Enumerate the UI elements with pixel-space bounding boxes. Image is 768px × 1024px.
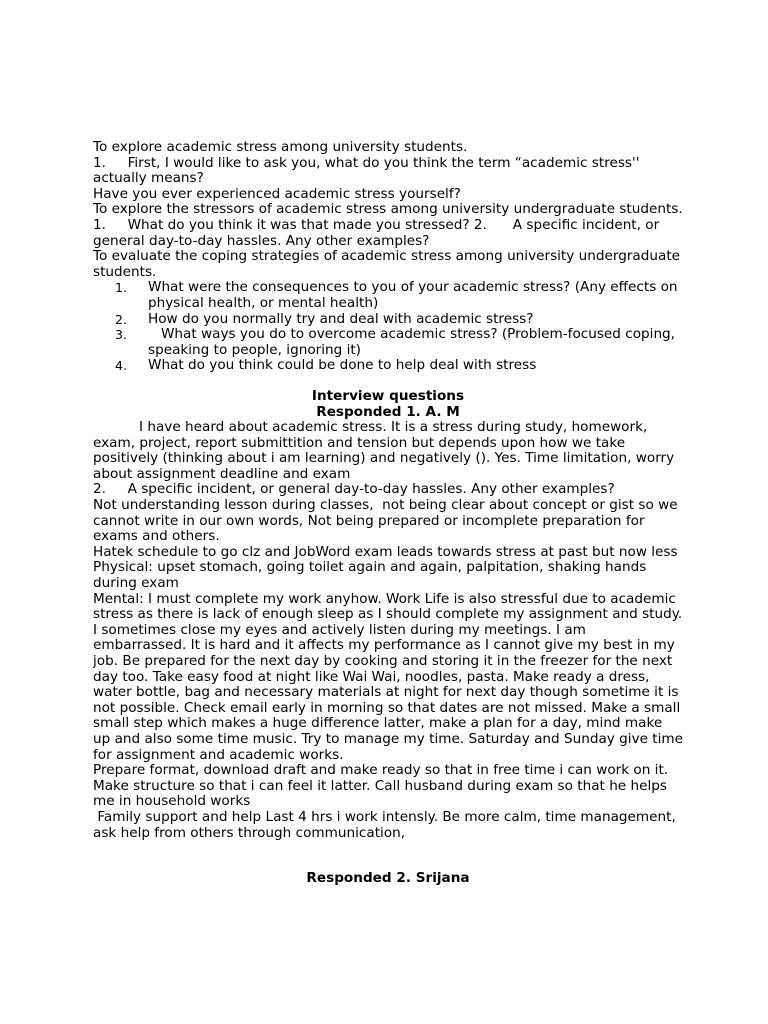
- response-paragraph: Family support and help Last 4 hrs i work intensly. Be more calm, time management, ask help from others through communication,: [93, 808, 681, 841]
- list-number: 2.: [115, 311, 127, 327]
- list-item: [93, 358, 683, 374]
- response-paragraph: Mental: I must complete my work anyhow. Work Life is also stressful due to academic stress as there is lack of enough sleep as I should complete my assignment and study. I sometimes close my eyes and actively listen during my meetings. I am embarrassed. It is hard and it affects my performance as I cannot give my best in my job. Be prepared for the next day by cooking and storing it in the freezer for the next day too. Take easy food at night like Wai Wai, noodles, pasta. Make ready a dress, water bottle, bag and necessary materials at night for next day though sometime it is not possible. Check email early in morning so that dates are not missed. Make a small small step which makes a huge difference latter, make a plan for a day, mind make up and also some time music. Try to manage my time. Saturday and Sunday give time for assignment and academic works.: [93, 590, 688, 763]
- list-number: 4.: [115, 358, 127, 374]
- question-1-followup: Have you ever experienced academic stress yourself?: [93, 185, 461, 202]
- list-text: How do you normally try and deal with academic stress?: [148, 310, 534, 327]
- objective-1: To explore academic stress among university students.: [93, 139, 468, 155]
- list-item: [93, 280, 683, 311]
- response-paragraph: 2. A specific incident, or general day-to-day hassles. Any other examples?: [93, 481, 615, 498]
- spacer: [93, 374, 683, 389]
- question-1: 1. First, I would like to ask you, what do you think the term “academic stress'' actually means?: [93, 154, 644, 187]
- objective-3: To evaluate the coping strategies of academic stress among university undergraduate students.: [93, 248, 685, 280]
- response-paragraph: Physical: upset stomach, going toilet again and again, palpitation, shaking hands during exam: [93, 559, 651, 592]
- response-paragraph: Hatek schedule to go clz and JobWord exam leads towards stress at past but now less: [93, 543, 678, 560]
- coping-questions-list: [93, 280, 683, 374]
- question-2: 1. What do you think it was that made you stressed? 2. A specific incident, or general day-to-day hassles. Any other examples?: [93, 216, 664, 249]
- interview-questions-heading: Interview questions: [311, 387, 465, 404]
- list-text: What do you think could be done to help deal with stress: [148, 357, 537, 374]
- response-paragraph: Not understanding lesson during classes, not being clear about concept or gist so we cannot write in our own words, Not being prepared or incomplete preparation for exams and others.: [93, 497, 682, 545]
- response-paragraph: Prepare format, download draft and make ready so that in free time i can work on it. Make structure so that i can feel it latter. Call husband during exam so that he helps me in household works: [93, 762, 673, 810]
- list-text: What ways you do to overcome academic stress? (Problem-focused coping, speaking to people, ignoring it): [148, 326, 680, 358]
- list-number: 1.: [115, 280, 127, 296]
- list-number: 3.: [115, 327, 127, 343]
- spacer: [93, 841, 683, 871]
- list-item: [93, 312, 683, 328]
- list-item: [93, 327, 683, 358]
- response-paragraph: I have heard about academic stress. It is a stress during study, homework, exam, project, report submittition and tension but depends upon how we take positively (thinking about i am learning) and negatively (). Yes. Time limitation, worry about assignment deadline and exam: [93, 419, 679, 482]
- objective-2: To explore the stressors of academic stress among university undergraduate students.: [93, 201, 683, 218]
- document-body: [93, 139, 688, 887]
- list-text: What were the consequences to you of your academic stress? (Any effects on physical health, or mental health): [148, 279, 678, 311]
- respondent-2-heading: Responded 2. Srijana: [306, 870, 470, 887]
- respondent-1-heading: Responded 1. A. M: [316, 403, 460, 420]
